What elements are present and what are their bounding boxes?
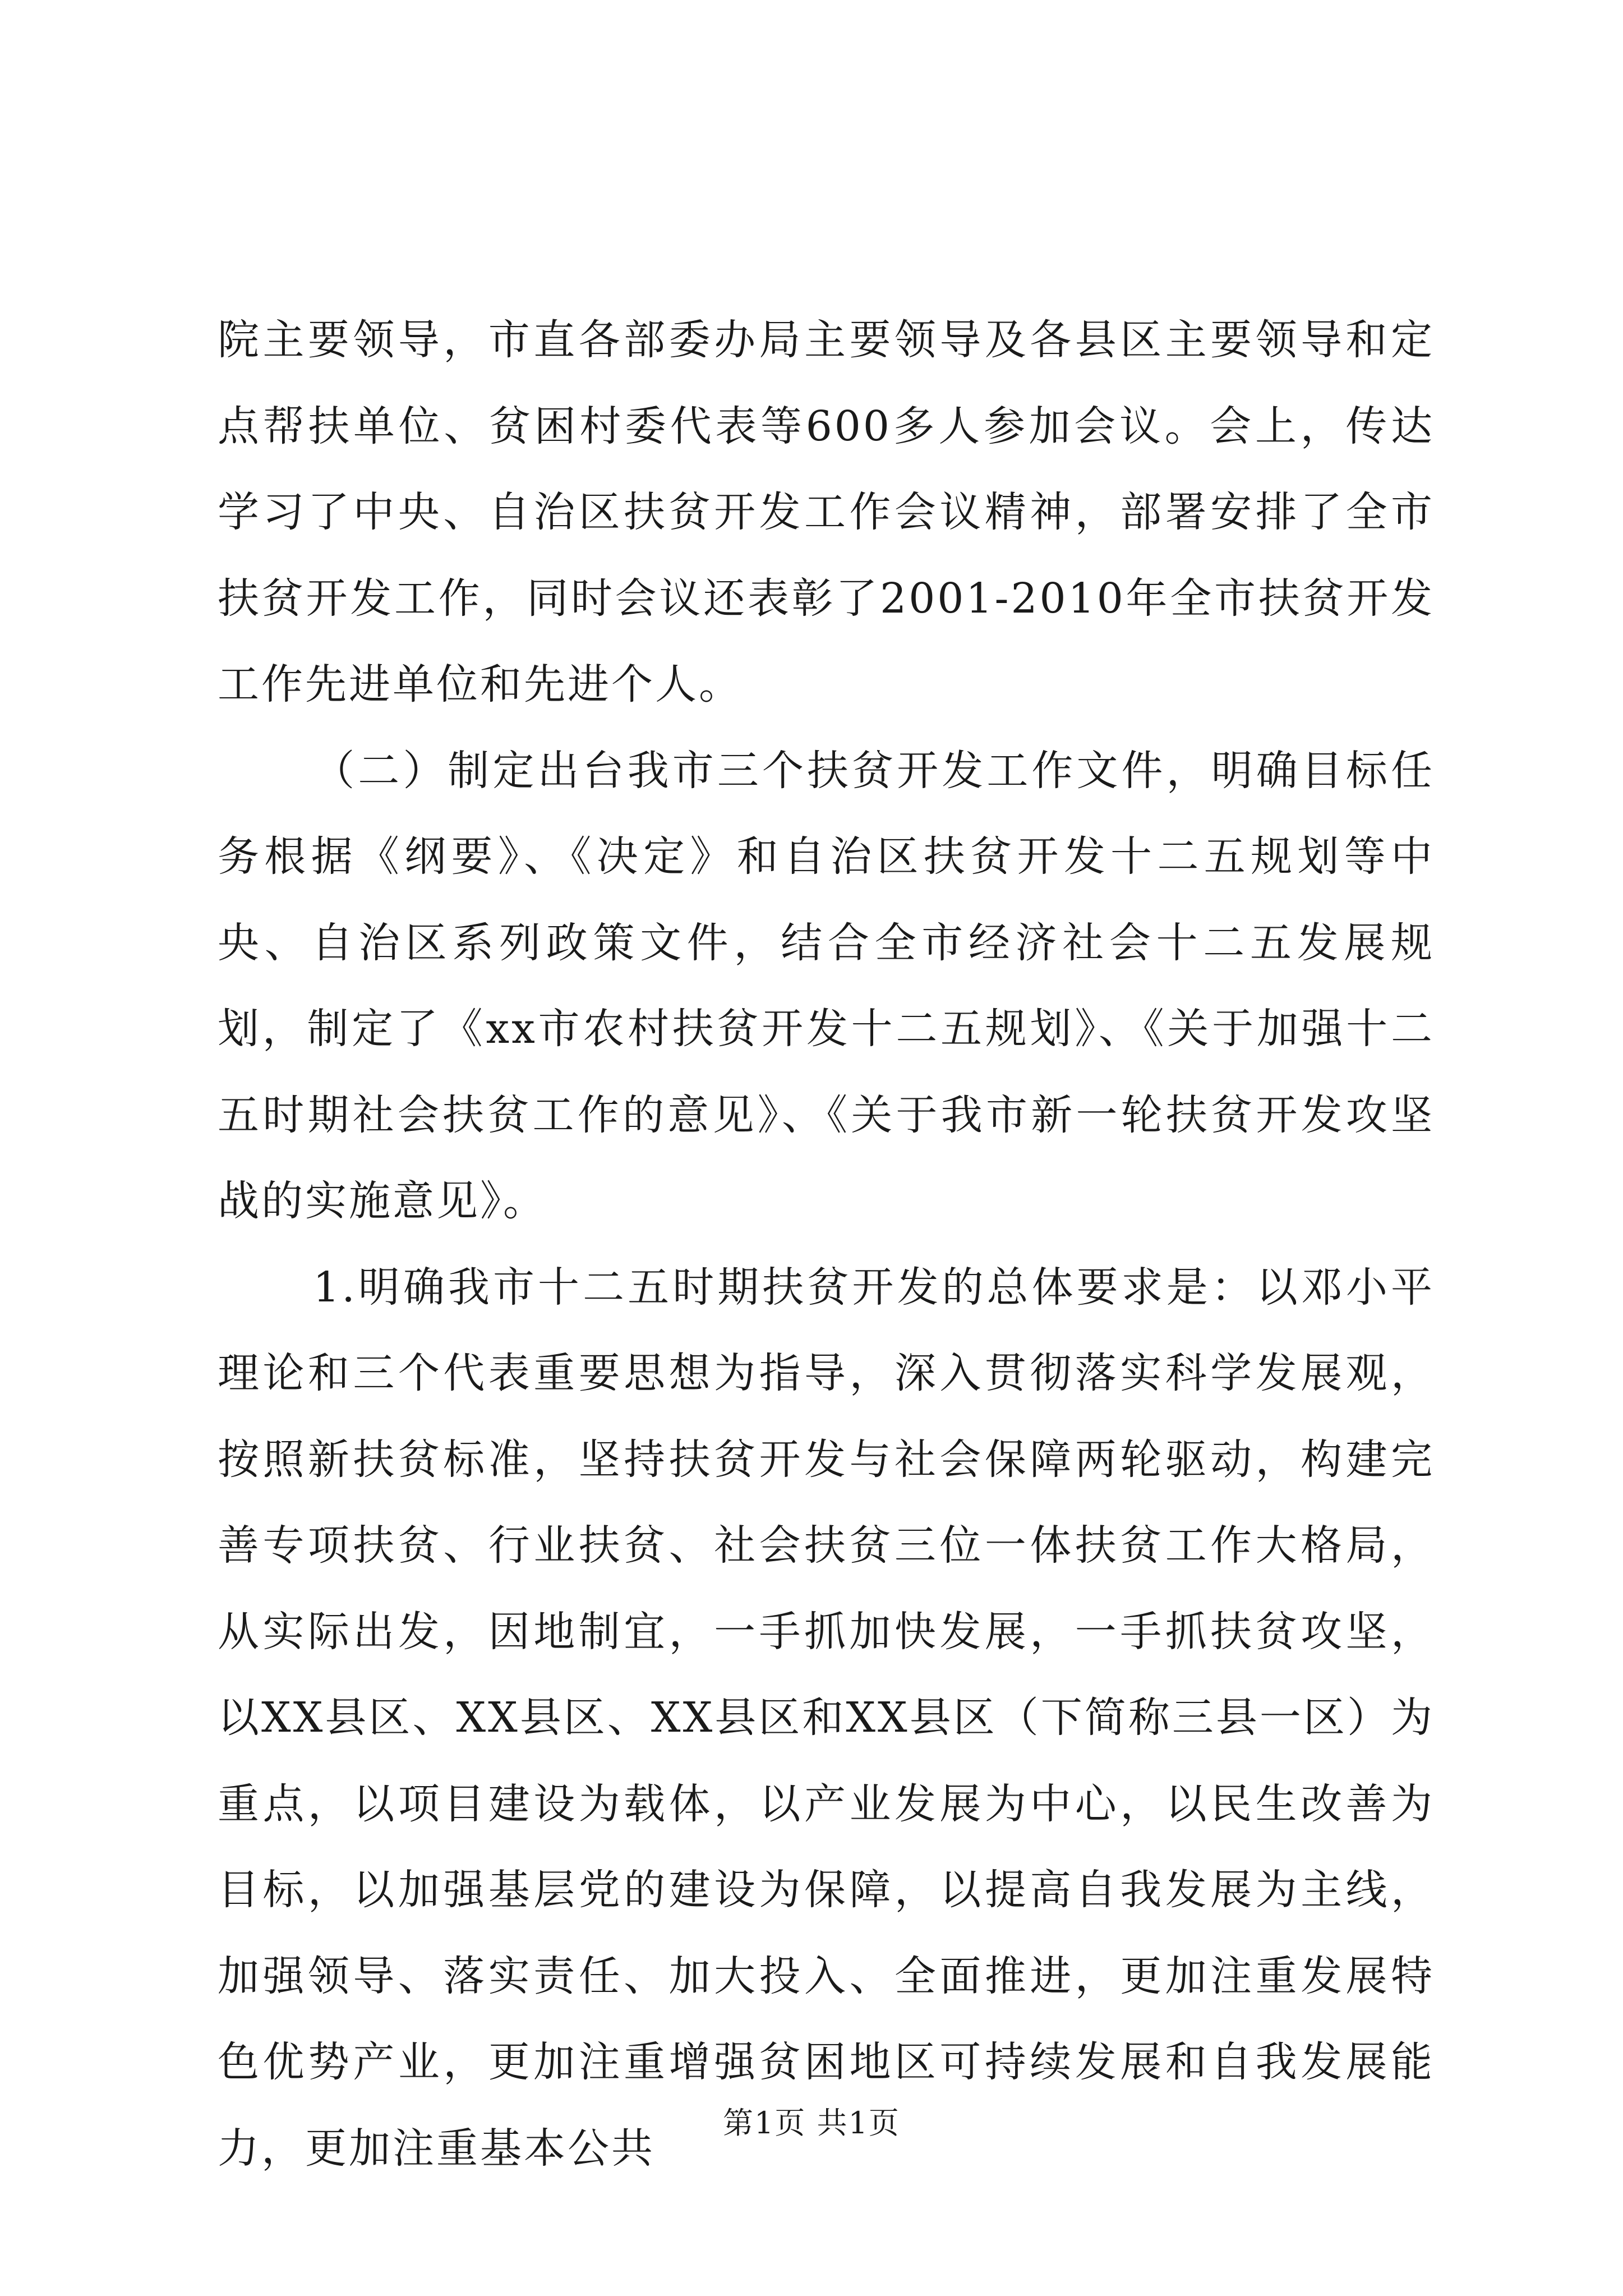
paragraph-overall-requirements: 1.明确我市十二五时期扶贫开发的总体要求是：以邓小平理论和三个代表重要思想为指导，深入贯彻落实科学发展观，按照新扶贫标准，坚持扶贫开发与社会保障两轮驱动，构建完善专项扶贫、行业扶贫、社会扶贫三位一体扶贫工作大格局，从实际出发，因地制宜，一手抓加快发展，一手抓扶贫攻坚，以XX县区、XX县区、XX县区和XX县区（下简称三县一区）为重点，以项目建设为载体，以产业发展为中心，以民生改善为目标，以加强基层党的建设为保障，以提高自我发展为主线，加强领导、落实责任、加大投入、全面推进，更加注重发展特色优势产业，更加注重增强贫困地区可持续发展和自我发展能力，更加注重基本公共 — [218, 1263, 1435, 2173]
document-body — [218, 297, 1435, 2192]
paragraph-policy-documents: （二）制定出台我市三个扶贫开发工作文件，明确目标任务根据《纲要》、《决定》和自治区扶贫开发十二五规划等中央、自治区系列政策文件，结合全市经济社会十二五发展规划，制定了《xx市农村扶贫开发十二五规划》、《关于加强十二五时期社会扶贫工作的意见》、《关于我市新一轮扶贫开发攻坚战的实施意见》。 — [218, 746, 1435, 1225]
paragraph-meeting-summary: 院主要领导，市直各部委办局主要领导及各县区主要领导和定点帮扶单位、贫困村委代表等600多人参加会议。会上，传达学习了中央、自治区扶贫开发工作会议精神，部署安排了全市扶贫开发工作，同时会议还表彰了2001-2010年全市扶贫开发工作先进单位和先进个人。 — [218, 316, 1435, 708]
page-number-footer: 第1页 共1页 — [723, 2105, 900, 2141]
